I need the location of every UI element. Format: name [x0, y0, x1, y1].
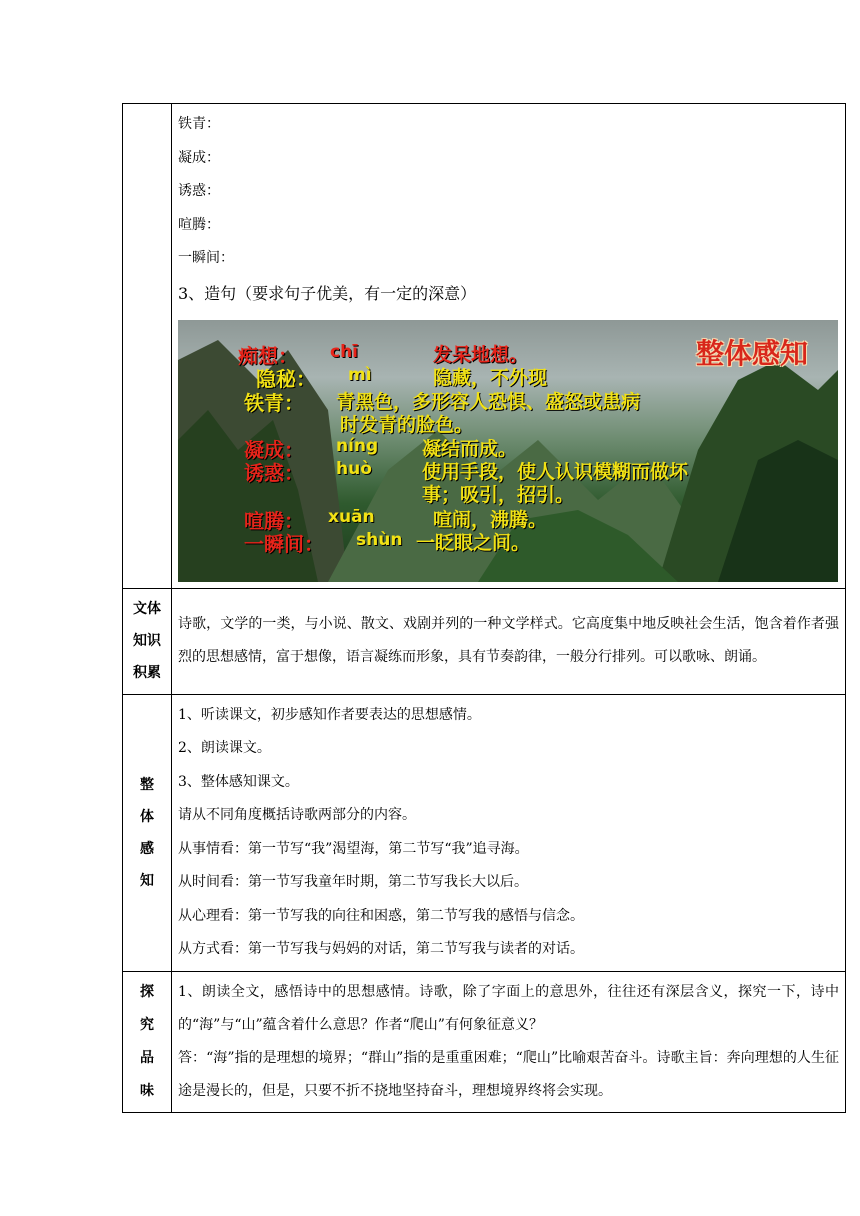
explore-answer: 答：“海”指的是理想的境界；“群山”指的是重重困难；“爬山”比喻艰苦奋斗。诗歌主旨：奔向理想的人生征途是漫长的，但是，只要不折不挠地坚持奋斗，理想境界终将会实现。	[178, 1049, 839, 1099]
slide-meaning: 凝结而成。	[422, 437, 518, 460]
slide-pinyin: chī	[330, 341, 359, 362]
overall-line: 请从不同角度概括诗歌两部分的内容。	[178, 807, 416, 823]
slide-meaning: 青黑色，多形容人恐惧、盛怒或患病	[336, 390, 641, 413]
overall-row	[123, 694, 846, 971]
slide-meaning: 事；吸引，招引。	[422, 483, 575, 506]
explore-label-text: 探究品味	[140, 983, 154, 1099]
explore-cell	[172, 971, 846, 1112]
slide-title: 整体感知	[695, 336, 808, 370]
overall-line: 3、整体感知课文。	[178, 773, 299, 790]
explore-question: 1、朗读全文，感悟诗中的思想感情。诗歌，除了字面上的意思外，往往还有深层含义，探究一下，诗中的“海”与“山”蕴含着什么意思？作者“爬山”有何象征意义？	[178, 983, 839, 1033]
vocab-slide-image	[178, 320, 838, 582]
empty-label-cell	[123, 104, 172, 589]
slide-term: 隐秘：	[256, 366, 316, 391]
overall-label	[123, 694, 172, 971]
slide-term: 诱惑：	[244, 460, 304, 485]
slide-term: 痴想：	[238, 343, 298, 368]
vocab-word: 喧腾：	[178, 216, 220, 233]
literary-label: 文体知识积累	[123, 588, 172, 694]
slide-meaning: 使用手段，使人认识模糊而做坏	[422, 460, 689, 483]
sentence-task: 3、造句（要求句子优美，有一定的深意）	[178, 283, 477, 303]
slide-pinyin: xuān	[328, 506, 375, 527]
slide-pinyin: mì	[348, 364, 372, 385]
slide-term: 喧腾：	[244, 508, 304, 533]
overall-line: 1、听读课文，初步感知作者要表达的思想感情。	[178, 706, 481, 723]
overall-line: 从时间看：第一节写我童年时期，第二节写我长大以后。	[178, 874, 528, 890]
slide-meaning: 隐藏，不外现	[433, 366, 548, 389]
slide-term: 一瞬间：	[244, 531, 324, 556]
overall-line: 从方式看：第一节写我与妈妈的对话，第二节写我与读者的对话。	[178, 941, 584, 957]
overall-line: 从事情看：第一节写“我”渴望海，第二节写“我”追寻海。	[178, 840, 529, 857]
slide-term: 铁青：	[244, 390, 304, 415]
lesson-table	[122, 103, 846, 1113]
overall-line: 2、朗读课文。	[178, 740, 271, 756]
explore-label	[123, 971, 172, 1112]
slide-pinyin: níng	[336, 435, 379, 456]
literary-cell	[172, 588, 846, 694]
explore-row	[123, 971, 846, 1112]
literary-text: 诗歌，文学的一类，与小说、散文、戏剧并列的一种文学样式。它高度集中地反映社会生活，饱含着作者强烈的思想感情，富于想像，语言凝练而形象，具有节奏韵律，一般分行排列。可以歌咏、朗诵。	[178, 616, 839, 665]
literary-row	[123, 588, 846, 694]
slide-pinyin: huò	[336, 458, 372, 479]
slide-meaning: 喧闹，沸腾。	[433, 508, 548, 531]
overall-label-text: 整体感知	[140, 776, 154, 889]
slide-meaning: 发呆地想。	[433, 343, 529, 366]
vocab-word: 诱惑：	[178, 183, 220, 199]
slide-pinyin: shùn	[356, 529, 403, 550]
overall-cell	[172, 694, 846, 971]
vocab-word: 铁青：	[178, 116, 220, 132]
vocab-cell	[172, 104, 846, 589]
overall-line: 从心理看：第一节写我的向往和困惑，第二节写我的感悟与信念。	[178, 907, 584, 924]
vocab-word: 一瞬间：	[178, 250, 234, 266]
slide-meaning: 时发青的脸色。	[340, 413, 474, 436]
slide-meaning: 一眨眼之间。	[416, 531, 531, 554]
slide-term: 凝成：	[244, 437, 304, 462]
vocab-row	[123, 104, 846, 589]
vocab-word: 凝成：	[178, 149, 220, 166]
